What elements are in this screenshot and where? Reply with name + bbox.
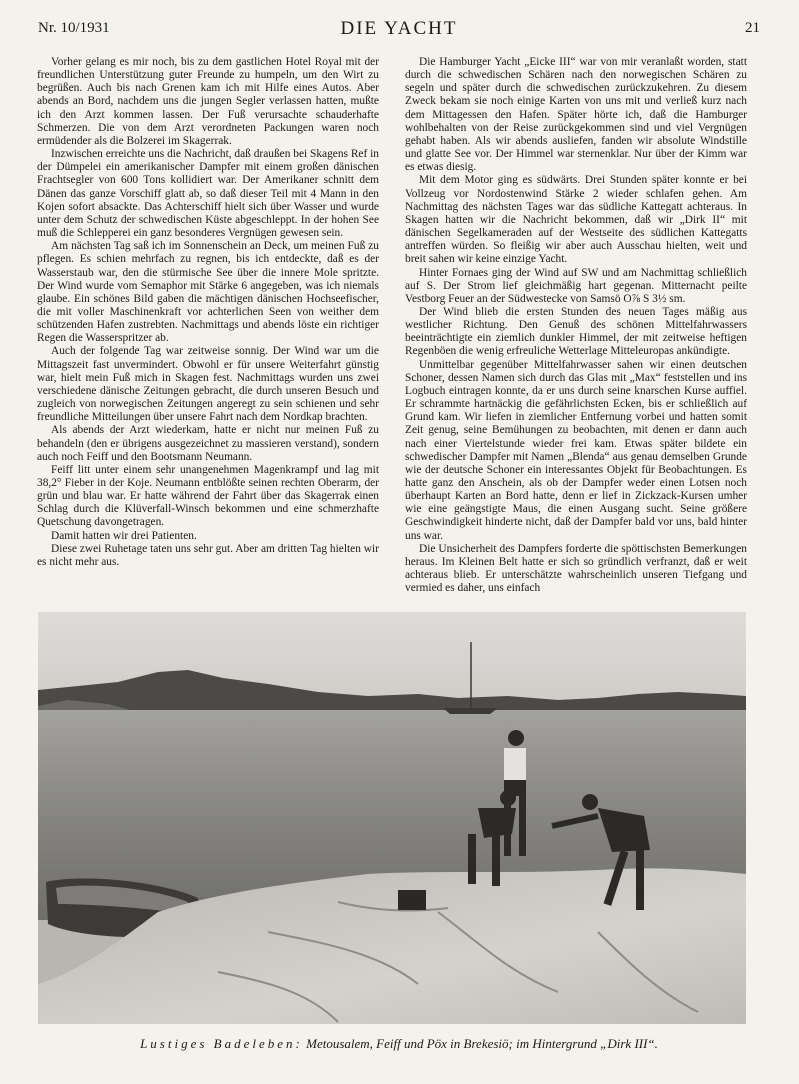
paragraph: Die Hamburger Yacht „Eicke III“ war von mir veranlaßt worden, statt durch die schwedischen Schären nach den norwegischen Schären zu segeln und später durch die schwedischen zurückzukehren. Zu diesem Zweck bekam sie noch einige Karten von uns mit und verließ kurz nach dem Mittagessen den Hafen. Später hörte ich, daß die Hamburger wohlbehalten von der Reise zurückgekommen sind und viel Vergnügen gehabt haben. Als wir abends ausliefen, fanden wir absolute Windstille und glatte See vor. Der Himmel war sternenklar. Nur über der Kimm war es etwas diesig. bbox=[405, 56, 747, 174]
paragraph: Auch der folgende Tag war zeitweise sonnig. Der Wind war um die Mittagszeit fast unvermindert. Obwohl er für unsere Weiterfahrt günstig war, hielt mein Fuß mich in Skagen fest. Nachmittags wurden uns zwei verschiedene dänische Zeitungen gebracht, die durch unseren Besuch und zugleich von norwegischen Zeitungen angeregt zu sein schienen und sehr freundliche Mitteilungen über unsere Fahrt nach dem Nordkap brachten. bbox=[37, 345, 379, 424]
bathing-photo bbox=[38, 612, 746, 1024]
magazine-title: DIE YACHT bbox=[340, 18, 458, 39]
paragraph: Als abends der Arzt wiederkam, hatte er nicht nur meinen Fuß zu behandeln (den er übrigens ausgezeichnet zu massieren verstand), sondern auch noch Feiff und den Bootsmann Neumann. bbox=[37, 424, 379, 463]
paragraph: Feiff litt unter einem sehr unangenehmen Magenkrampf und lag mit 38,2° Fieber in der Koje. Neumann entblößte seinen rechten Oberarm, der grün und blau war. Er hatte während der Fahrt über das Skagerrak einen Schlag durch die Klüverfall-Winsch bekommen und eine schmerzhafte Quetschung davongetragen. bbox=[37, 463, 379, 529]
paragraph: Die Unsicherheit des Dampfers forderte die spöttischsten Bemerkungen heraus. Im Kleinen Belt hatte er sich so gründlich verfranzt, daß er weit achteraus blieb. Er unterschätzte wahrscheinlich unseren Tiefgang und vermied es daher, uns einfach bbox=[405, 542, 747, 595]
paragraph: Inzwischen erreichte uns die Nachricht, daß draußen bei Skagens Ref in der Dümpelei ein amerikanischer Dampfer mit einem großen dänischen Frachtsegler von 600 Tons kollidiert war. Der Amerikaner schnitt dem Dänen das ganze Vorschiff glatt ab, so daß dieser Teil mit 4 Mann in den Kojen sofort absackte. Das Achterschiff hielt sich über Wasser und wurde unter dem Schutz der schwedischen Küste abgeschleppt. In der hohen See muß die Schlepperei ein ganz besonderes Vergnügen gewesen sein. bbox=[37, 148, 379, 240]
paragraph: Der Wind blieb die ersten Stunden des neuen Tages mäßig aus westlicher Richtung. Den Genuß des schönen Mittelfahrwassers beeinträchtigte ein ziemlich dunkler Himmel, der mit zeitweise heftigen Regenböen die wenig erfreuliche Wetterlage Mitteleuropas ankündigte. bbox=[405, 305, 747, 358]
page-header bbox=[38, 18, 760, 44]
photo-caption bbox=[38, 1036, 760, 1052]
issue-number: Nr. 10/1931 bbox=[38, 20, 110, 36]
paragraph: Unmittelbar gegenüber Mittelfahrwasser sahen wir einen deutschen Schoner, dessen Namen sich durch das Glas mit „Max“ feststellen und ins Logbuch eintragen konnte, da er uns durch seine knarschen Kurse auffiel. Er schrammte hartnäckig die gefährlichsten Ecken, bis er schließlich auf Grund kam. Wir liefen in ziemlicher Entfernung vorbei und hatten somit Zeit genug, seine Bemühungen zu beobachten, mit denen er dann auch nach einer Viertelstunde wieder frei kam. Etwas später bildete ein schwedischer Dampfer mit Namen „Blenda“ aus genau demselben Grunde wie der deutsche Schoner ein interessantes Objekt für Beobachtungen. Es hatte ganz den Anschein, als ob der Dampfer weder einen Lotsen noch überhaupt Karten an Bord hatte, denn er lief in Zickzack-Kursen umher wie eine geängstigte Maus, die einen Ausgang sucht. Seine größere Geschwindigkeit hinderte nicht, daß der Dampfer bald vor uns, bald hinter uns war. bbox=[405, 358, 747, 542]
paragraph: Am nächsten Tag saß ich im Sonnenschein an Deck, um meinen Fuß zu pflegen. Es schien mehrfach zu regnen, bis ich entdeckte, daß es der Wasserstaub war, den die stürmische See über die innere Mole spritzte. Der Wind wurde vom Semaphor mit Stärke 6 angegeben, was ich niemals glaube. Ein schönes Bild gaben die mächtigen dänischen Hochseefischer, die mit voller Maschinenkraft vor achterlichen Seen von weither dem schützenden Hafen zustrebten. Nachmittags und abends löste ein richtiger Regen die Wasserspritzer ab. bbox=[37, 240, 379, 345]
bag bbox=[398, 890, 426, 910]
caption-lead: Lustiges Badeleben: bbox=[140, 1036, 303, 1051]
paragraph: Vorher gelang es mir noch, bis zu dem gastlichen Hotel Royal mit der freundlichen Unterstützung guter Freunde zu humpeln, um den Wirt zu begrüßen. Auch bis nach Grenen kam ich mit Hilfe eines Autos. Aber abends an Bord, nachdem uns die jungen Segler verlassen hatten, mußte ich den Arzt kommen lassen. Der Fuß verursachte schauderhafte Schmerzen. Die von dem Arzt verordneten Packungen waren noch ermüdender als die Bolzerei im Skagerrak. bbox=[37, 56, 379, 147]
left-column bbox=[37, 56, 379, 606]
caption-text: Metousalem, Feiff und Pöx in Brekesiö; im Hintergrund „Dirk III“. bbox=[306, 1036, 658, 1051]
sailboat-hull bbox=[443, 708, 498, 714]
paragraph: Damit hatten wir drei Patienten. bbox=[51, 529, 197, 542]
photo-illustration bbox=[38, 612, 746, 1024]
page-number: 21 bbox=[745, 20, 760, 36]
right-column bbox=[405, 56, 747, 606]
paragraph: Diese zwei Ruhetage taten uns sehr gut. Aber am dritten Tag hielten wir es nicht mehr aus. bbox=[37, 542, 379, 568]
paragraph: Mit dem Motor ging es südwärts. Drei Stunden später konnte er bei Vollzeug vor Nordostenwind Stärke 2 wieder schlafen gehen. Am Nachmittag des nächsten Tages war das südliche Kattegatt achteraus. In Skagen hatten wir die Nachricht bekommen, daß wir „Dirk II“ mit dänischen Segelkameraden auf der Westseite des südlichen Kattegatts antreffen würden. So fleißig wir aber auch Ausschau hielten, weit und breit sahen wir keine einzige Yacht. bbox=[405, 174, 747, 266]
paragraph: Hinter Fornaes ging der Wind auf SW und am Nachmittag schließlich auf S. Der Strom lief gleichmäßig hart gegenan. Mitternacht peilte Vestborg Feuer an der Südwestecke von Samsö O⅞ S 3½ sm. bbox=[405, 266, 747, 305]
